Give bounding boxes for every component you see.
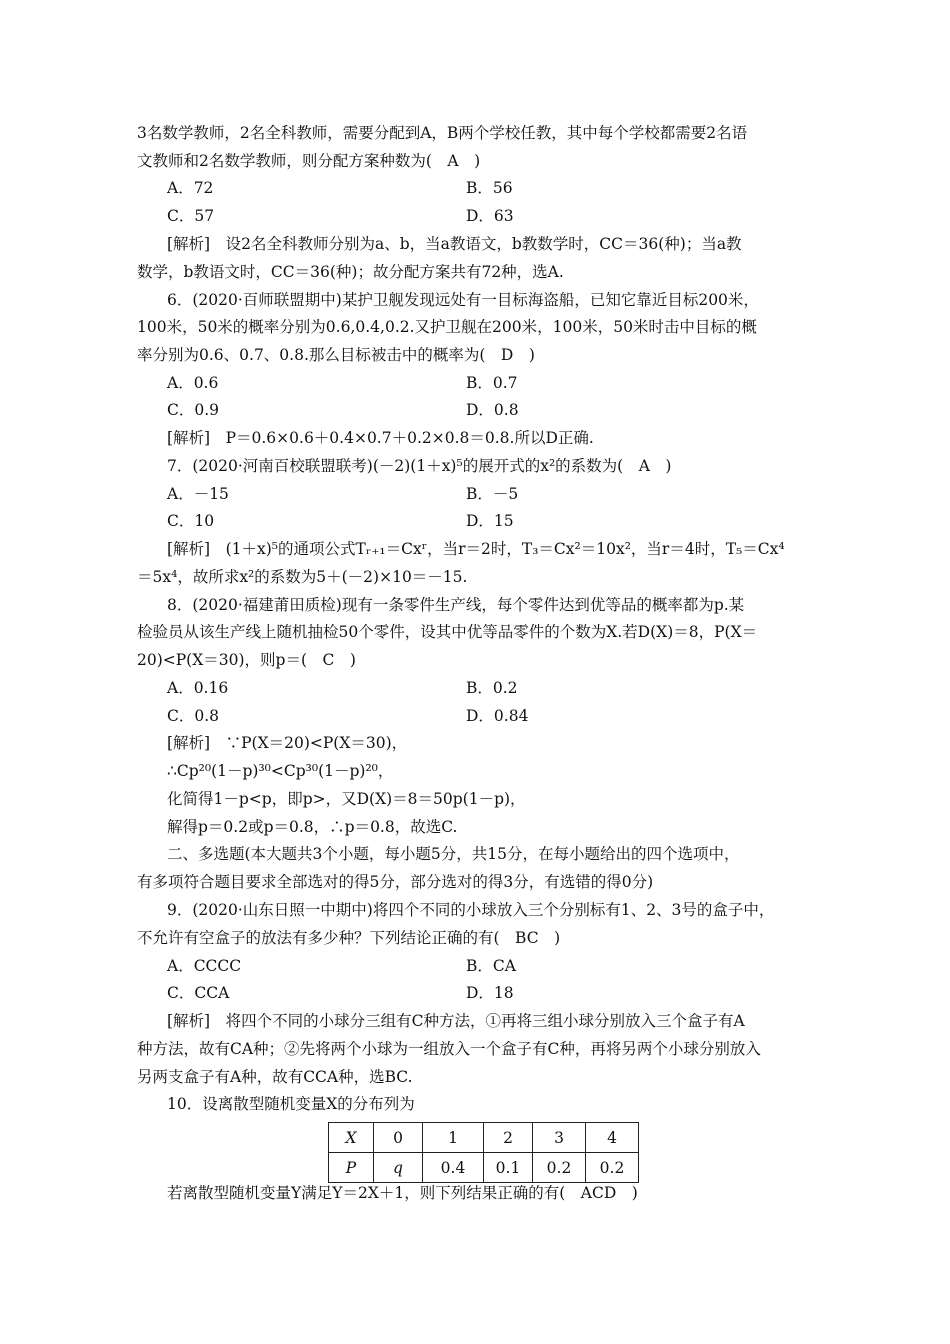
table-cell: X [329, 1123, 374, 1153]
q8-stem-line1: 8．(2020·福建莆田质检)现有一条零件生产线，每个零件达到优等品的概率都为p.某 [167, 596, 745, 614]
table-cell: 0.2 [533, 1153, 586, 1183]
q6-solution-line1: [解析] P＝0.6×0.6＋0.4×0.7＋0.2×0.8＝0.8.所以D正确. [167, 429, 594, 447]
q5-option-b: B．56 [466, 179, 513, 197]
q8-option-a: A．0.16 [167, 679, 229, 697]
distribution-table [328, 1122, 639, 1183]
table-cell: P [329, 1153, 374, 1183]
q5-option-a: A．72 [167, 179, 214, 197]
q9-stem-line1: 9．(2020·山东日照一中期中)将四个不同的小球放入三个分别标有1、2、3号的盒子中， [167, 901, 775, 919]
q6-stem-line1: 6．(2020·百师联盟期中)某护卫舰发现远处有一目标海盗船，已知它靠近目标200米， [167, 291, 759, 309]
table-cell: 3 [533, 1123, 586, 1153]
table-cell: q [374, 1153, 423, 1183]
q8-solution-line3: 化简得1－p<p，即p>，又D(X)＝8＝50p(1－p)， [167, 790, 526, 808]
table-cell: 2 [484, 1123, 533, 1153]
table-cell: 0.4 [423, 1153, 484, 1183]
q9-solution-line2: 种方法，故有CA种；②先将两个小球为一组放入一个盒子有C种，再将另两个小球分别放入 [137, 1040, 761, 1058]
q9-solution-line1: [解析] 将四个不同的小球分三组有C种方法，①再将三组小球分别放入三个盒子有A [167, 1012, 745, 1030]
q7-solution-line1: [解析] (1＋x)⁵的通项公式Tᵣ₊₁＝Cxʳ，当r＝2时，T₃＝Cx²＝10x²，当r＝4时，T₅＝Cx⁴ [167, 540, 785, 558]
q5-solution-line1: [解析] 设2名全科教师分别为a、b，当a教语文，b教数学时，CC＝36(种)；当a教 [167, 235, 742, 253]
q6-option-d: D．0.8 [466, 401, 519, 419]
section2-heading-line1: 二、多选题(本大题共3个小题，每小题5分，共15分，在每小题给出的四个选项中， [167, 845, 740, 863]
q9-solution-line3: 另两支盒子有A种，故有CCA种，选BC. [137, 1068, 413, 1086]
q8-stem-line3: 20)<P(X＝30)，则p＝( C ) [137, 651, 356, 669]
q8-solution-line2: ∴Cp²⁰(1－p)³⁰<Cp³⁰(1－p)²⁰， [167, 762, 394, 780]
q9-option-d: D．18 [466, 984, 514, 1002]
q9-option-c: C．CCA [167, 984, 230, 1002]
q6-stem-line2: 100米，50米的概率分别为0.6,0.4,0.2.又护卫舰在200米，100米，50米时击中目标的概 [137, 318, 757, 336]
table-cell: 4 [586, 1123, 639, 1153]
q6-option-c: C．0.9 [167, 401, 220, 419]
table-cell: 0 [374, 1123, 423, 1153]
q5-stem-line2: 文教师和2名数学教师，则分配方案种数为( A ) [137, 152, 481, 170]
q6-option-a: A．0.6 [167, 374, 219, 392]
section2-heading-line2: 有多项符合题目要求全部选对的得5分，部分选对的得3分，有选错的得0分) [137, 873, 654, 891]
table-cell: 0.1 [484, 1153, 533, 1183]
q8-solution-line4: 解得p＝0.2或p＝0.8，∴p＝0.8，故选C. [167, 818, 458, 836]
q8-stem-line2: 检验员从该生产线上随机抽检50个零件，设其中优等品零件的个数为X.若D(X)＝8，P(X＝ [137, 623, 758, 641]
table-cell: 0.2 [586, 1153, 639, 1183]
q7-stem-line1: 7．(2020·河南百校联盟联考)(－2)(1＋x)⁵的展开式的x²的系数为( A ) [167, 457, 672, 475]
q8-solution-line1: [解析] ∵P(X＝20)<P(X＝30)， [167, 734, 408, 752]
q10-stem-line1: 10．设离散型随机变量X的分布列为 [167, 1095, 415, 1113]
q9-option-a: A．CCCC [167, 957, 242, 975]
q9-stem-line2: 不允许有空盒子的放法有多少种？下列结论正确的有( BC ) [137, 929, 561, 947]
q8-option-c: C．0.8 [167, 707, 220, 725]
table-row [329, 1153, 639, 1183]
q5-stem-line1: 3名数学教师，2名全科教师，需要分配到A，B两个学校任教，其中每个学校都需要2名语 [137, 124, 748, 142]
q8-option-b: B．0.2 [466, 679, 518, 697]
q5-option-d: D．63 [466, 207, 514, 225]
q7-option-b: B．－5 [466, 485, 519, 503]
q7-option-a: A．－15 [167, 485, 229, 503]
table-cell: 1 [423, 1123, 484, 1153]
q6-stem-line3: 率分别为0.6、0.7、0.8.那么目标被击中的概率为( D ) [137, 346, 535, 364]
q5-option-c: C．57 [167, 207, 215, 225]
q7-option-c: C．10 [167, 512, 215, 530]
q9-option-b: B．CA [466, 957, 516, 975]
q8-option-d: D．0.84 [466, 707, 529, 725]
q7-solution-line2: ＝5x⁴，故所求x²的系数为5＋(－2)×10＝－15. [137, 568, 468, 586]
q10-stem-line2: 若离散型随机变量Y满足Y＝2X＋1，则下列结果正确的有( ACD ) [167, 1184, 638, 1202]
q7-option-d: D．15 [466, 512, 514, 530]
table-row [329, 1123, 639, 1153]
q5-solution-line2: 数学，b教语文时，CC＝36(种)；故分配方案共有72种，选A. [137, 263, 564, 281]
q6-option-b: B．0.7 [466, 374, 518, 392]
